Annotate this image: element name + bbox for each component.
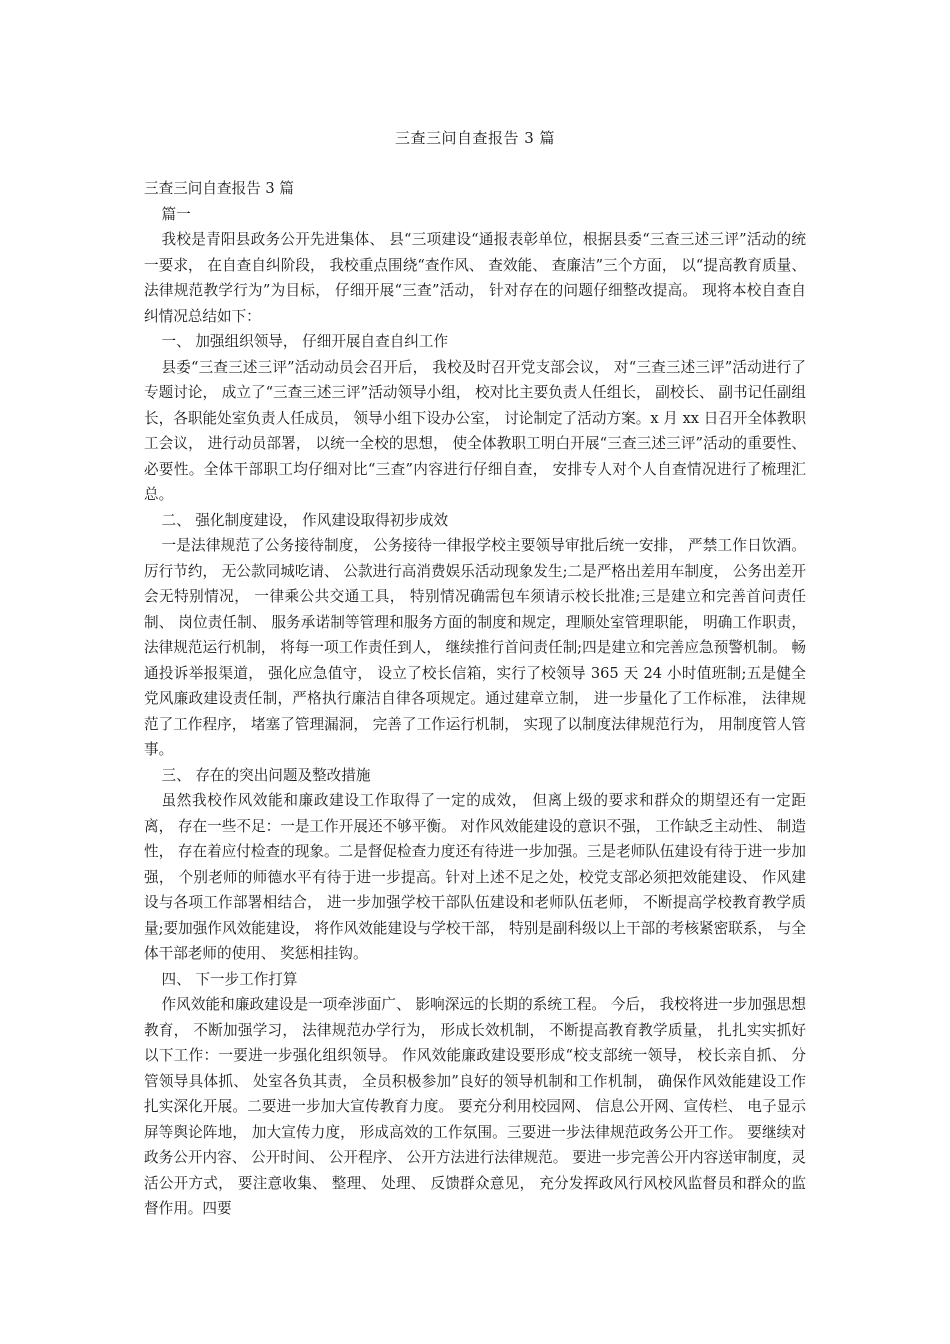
section-heading-4: 四、 下一步工作打算: [161, 970, 298, 988]
paragraph-3: 虽然我校作风效能和廉政建设工作取得了一定的成效， 但离上级的要求和群众的期望还有一定距离， 存在一些不足：一是工作开展还不够平衡。 对作风效能建设的意识不强， 工作缺乏主动性、 制造性， 存在着应付检查的现象。二是督促检查力度还有待进一步加强。三是老师队伍建设有待于进一步加强， 个别老师的师德水平有待于进一步提高。针对上述不足之处，校党支部必须把效能建设、 作风建设与各项工作部署相结合， 进一步加强学校干部队伍建设和老师队伍老师， 不断提高学校教育教学质量;要加强作风效能建设， 将作风效能建设与学校干部， 特别是副科级以上干部的考核紧密联系， 与全体干部老师的使用、 奖惩相挂钩。: [144, 792, 806, 962]
document-body: [144, 176, 806, 1222]
paragraph-2: 一是法律规范了公务接待制度， 公务接待一律报学校主要领导审批后统一安排， 严禁工作日饮酒。 厉行节约， 无公款同城吃请、 公款进行高消费娱乐活动现象发生;二是严格出差用车制度， 公务出差开会无特别情况， 一律乘公共交通工具， 特别情况确需包车须请示校长批准;三是建立和完善首问责任制、 岗位责任制、 服务承诺制等管理和服务方面的制度和规定，理顺处室管理职能， 明确工作职责， 法律规范运行机制， 将每一项工作责任到人， 继续推行首问责任制;四是建立和完善应急预警机制。 畅通投诉举报渠道， 强化应急值守， 设立了校长信箱，实行了校领导 365 天 24 小时值班制;五是健全党风廉政建设责任制，严格执行廉洁自律各项规定。通过建章立制， 进一步量化了工作标准， 法律规范了工作程序， 堵塞了管理漏洞， 完善了工作运行机制， 实现了以制度法律规范行为， 用制度管人管事。: [144, 537, 806, 758]
paragraph-4: 作风效能和廉政建设是一项牵涉面广、 影响深远的长期的系统工程。 今后， 我校将进一步加强思想教育， 不断加强学习， 法律规范办学行为， 形成长效机制， 不断提高教育教学质量， 扎扎实实抓好以下工作：一要进一步强化组织领导。 作风效能廉政建设要形成“校支部统一领导， 校长亲自抓、 分管领导具体抓、 处室各负其责， 全员积极参加”良好的领导机制和工作机制， 确保作风效能建设工作扎实深化开展。二要进一步加大宣传教育力度。 要充分利用校园网、 信息公开网、宣传栏、 电子显示屏等舆论阵地， 加大宣传力度， 形成高效的工作氛围。三要进一步法律规范政务公开工作。 要继续对政务公开内容、 公开时间、 公开程序、 公开方法进行法律规范。 要进一步完善公开内容送审制度，灵活公开方式， 要注意收集、 整理、 处理、 反馈群众意见， 充分发挥政风行风校风监督员和群众的监督作用。四要: [144, 996, 806, 1217]
section-heading-2: 二、 强化制度建设， 作风建设取得初步成效: [161, 511, 449, 529]
section-label: 篇一: [161, 205, 191, 223]
paragraph-intro: 我校是青阳县政务公开先进集体、 县“三项建设“通报表彰单位，根据县委“三查三述三评”活动的统一要求， 在自查自纠阶段， 我校重点围绕“查作风、 查效能、 查廉洁”三个方面， 以“提高教育质量、 法律规范教学行为”为目标， 仔细开展“三查”活动， 针对存在的问题仔细整改提高。 现将本校自查自纠情况总结如下：: [144, 231, 806, 325]
document-subtitle: 三查三问自查报告 3 篇: [144, 180, 294, 197]
section-heading-1: 一、 加强组织领导， 仔细开展自查自纠工作: [161, 333, 449, 350]
paragraph-1: 县委“三查三述三评”活动动员会召开后， 我校及时召开党支部会议， 对“三查三述三评”活动进行了专题讨论， 成立了“三查三述三评”活动领导小组， 校对比主要负责人任组长， 副校长、 副书记任副组长，各职能处室负责人任成员， 领导小组下设办公室， 讨论制定了活动方案。x 月 xx 日召开全体教职工会议， 进行动员部署， 以统一全校的思想， 使全体教职工明白开展“三查三述三评”活动的重要性、 必要性。全体干部职工均仔细对比“三查”内容进行仔细自查， 安排专人对个人自查情况进行了梳理汇总。: [144, 358, 806, 503]
section-heading-3: 三、 存在的突出问题及整改措施: [161, 766, 371, 784]
document-title: 三查三问自查报告 3 篇: [394, 129, 556, 147]
